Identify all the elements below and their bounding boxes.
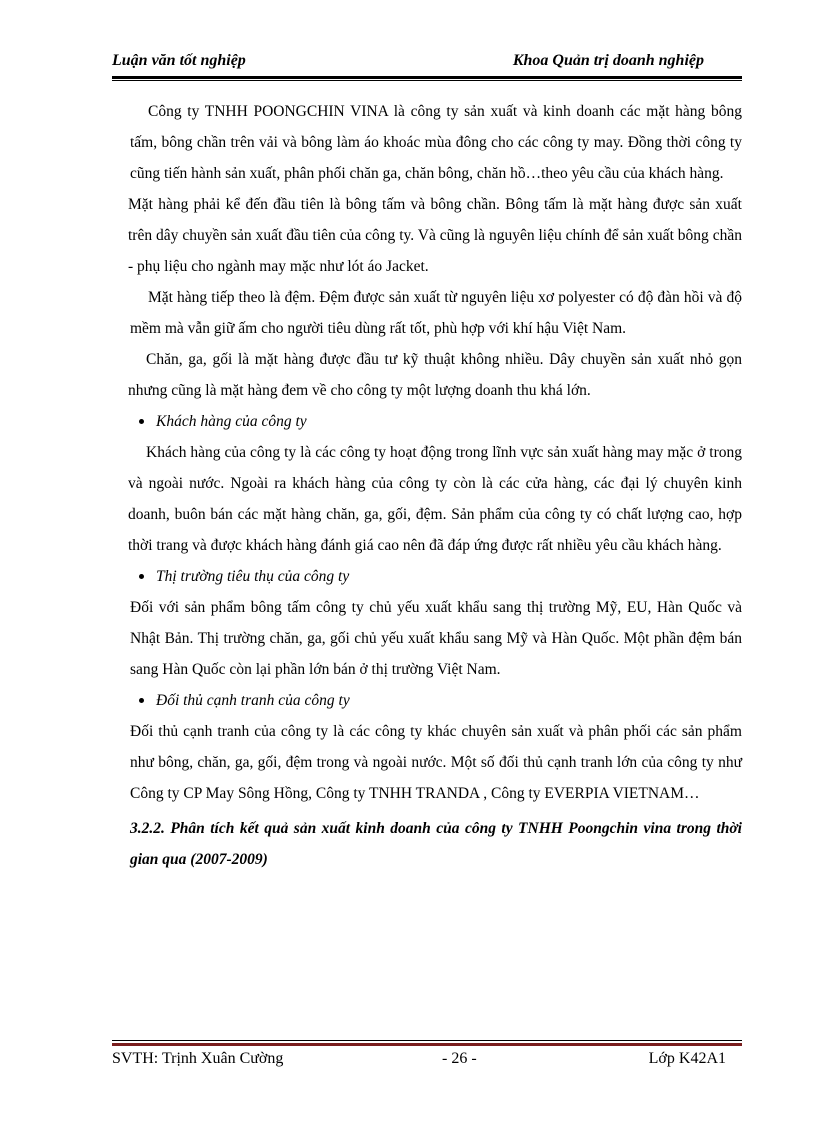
paragraph-customers: Khách hàng của công ty là các công ty hoạt động trong lĩnh vực sản xuất hàng may mặc ở trong và ngoài nước. Ngoài ra khách hàng của công ty còn là các cửa hàng, các đại lý chuyên kinh doanh, buôn bán các mặt hàng chăn, ga, gối, đệm. Sản phẩm của công ty có chất lượng cao, hợp thời trang và được khách hàng đánh giá cao nên đã đáp ứng được rất nhiều yêu cầu khách hàng. — [128, 444, 742, 554]
bullet-customers-label: Khách hàng của công ty — [156, 413, 307, 430]
paragraph-mattress: Mặt hàng tiếp theo là đệm. Đệm được sản xuất từ nguyên liệu xơ polyester có độ đàn hồi và độ mềm mà vẫn giữ ấm cho người tiêu dùng rất tốt, phù hợp với khí hậu Việt Nam. — [130, 289, 742, 337]
bullet-competitors-label: Đối thủ cạnh tranh của công ty — [156, 692, 350, 709]
paragraph-competitors: Đối thủ cạnh tranh của công ty là các công ty khác chuyên sản xuất và phân phối các sản phẩm như bông, chăn, ga, gối, đệm trong và ngoài nước. Một số đối thủ cạnh tranh lớn của công ty như Công ty CP May Sông Hồng, Công ty TNHH TRANDA , Công ty EVERPIA VIETNAM… — [130, 723, 742, 802]
bullet-dot-icon — [139, 698, 144, 703]
paragraph-company-intro: Công ty TNHH POONGCHIN VINA là công ty sản xuất và kinh doanh các mặt hàng bông tấm, bông chần trên vải và bông làm áo khoác mùa đông cho các công ty may. Đồng thời công ty cũng tiến hành sản xuất, phân phối chăn ga, chăn bông, chăn hồ…theo yêu cầu của khách hàng. — [130, 103, 742, 182]
paragraph-bedding: Chăn, ga, gối là mặt hàng được đầu tư kỹ thuật không nhiều. Dây chuyền sản xuất nhỏ gọn nhưng cũng là mặt hàng đem về cho công ty một lượng doanh thu khá lớn. — [128, 351, 742, 399]
bullet-dot-icon — [139, 574, 144, 579]
footer-student: SVTH: Trịnh Xuân Cường — [112, 1050, 284, 1067]
footer-rule-thin — [112, 1040, 742, 1041]
page-body — [130, 96, 742, 875]
bullet-customers — [130, 406, 742, 437]
page-footer — [112, 1050, 742, 1076]
bullet-competitors — [130, 685, 742, 716]
footer-rule-thick — [112, 1043, 742, 1046]
page-header — [112, 52, 742, 76]
header-faculty: Khoa Quản trị doanh nghiệp — [512, 52, 704, 69]
header-rule-thin — [112, 80, 742, 81]
section-heading-3-2-2: 3.2.2. Phân tích kết quả sản xuất kinh doanh của công ty TNHH Poongchin vina trong thời gian qua (2007-2009) — [130, 820, 742, 868]
bullet-market-label: Thị trường tiêu thụ của công ty — [156, 568, 350, 585]
header-rule-thick — [112, 76, 742, 79]
bullet-market — [130, 561, 742, 592]
footer-page-number: - 26 - — [442, 1050, 477, 1067]
paragraph-main-products: Mặt hàng phải kể đến đầu tiên là bông tấm và bông chần. Bông tấm là mặt hàng được sản xuất trên dây chuyền sản xuất đầu tiên của công ty. Và cũng là nguyên liệu chính để sản xuất bông chần - phụ liệu cho ngành may mặc như lót áo Jacket. — [128, 196, 742, 275]
paragraph-market: Đối với sản phẩm bông tấm công ty chủ yếu xuất khẩu sang thị trường Mỹ, EU, Hàn Quốc và Nhật Bản. Thị trường chăn, ga, gối chủ yếu xuất khẩu sang Mỹ và Hàn Quốc. Một phần đệm bán sang Hàn Quốc còn lại phần lớn bán ở thị trường Việt Nam. — [130, 599, 742, 678]
footer-class: Lớp K42A1 — [648, 1050, 726, 1067]
bullet-dot-icon — [139, 419, 144, 424]
header-thesis-title: Luận văn tốt nghiệp — [112, 52, 246, 69]
